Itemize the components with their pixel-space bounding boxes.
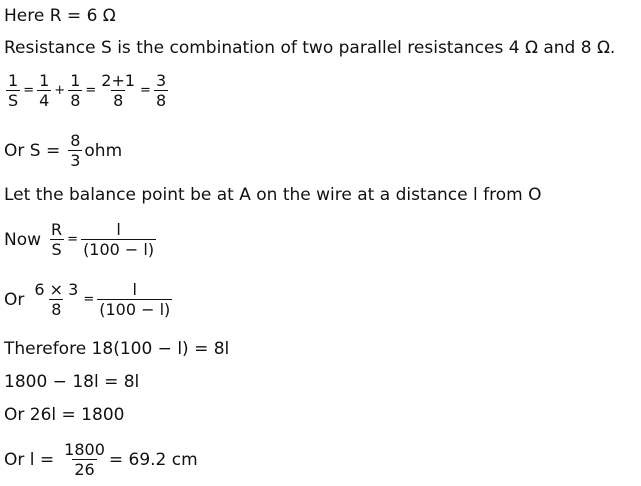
- fraction-sum: $\frac{2+1}{8}$: [101, 71, 136, 110]
- equals-sign: =: [85, 83, 97, 98]
- equation-prefix: Or S =: [4, 140, 61, 161]
- given-resistance-r: Here R = 6 Ω: [4, 6, 116, 26]
- result-value: = 69.2 cm: [108, 449, 198, 470]
- fraction-3-over-8: $\frac{3}{8}$: [155, 71, 167, 110]
- fraction-l-over-100-minus-l: $\frac{l}{(100 - l)}$: [83, 220, 155, 259]
- cross-multiplied-equation: Therefore 18(100 − l) = 8l: [4, 339, 230, 359]
- expanded-equation: 1800 − 18l = 8l: [4, 372, 140, 392]
- fraction-1800-over-26: $\frac{1800}{26}$: [64, 440, 105, 479]
- unit-ohm: ohm: [84, 140, 123, 161]
- equals-sign: =: [67, 232, 79, 247]
- fraction-r-over-s: $\frac{R}{S}$: [51, 220, 63, 259]
- fraction-1-over-s: $\frac{1}{S}$: [8, 71, 19, 110]
- equals-sign: =: [140, 83, 151, 98]
- equation-prefix: Now: [4, 229, 42, 250]
- balance-point-statement: Let the balance point be at A on the wire at a distance l from O: [4, 185, 542, 205]
- equation-prefix: Or l =: [4, 449, 55, 470]
- parallel-sum-equation: [4, 71, 170, 110]
- fraction-l-over-100-minus-l: $\frac{l}{(100 - l)}$: [99, 280, 171, 319]
- substituted-equation: [4, 280, 174, 319]
- plus-sign: +: [54, 83, 66, 98]
- equation-prefix: Or: [4, 289, 25, 310]
- parallel-resistance-statement: Resistance S is the combination of two parallel resistances 4 Ω and 8 Ω.: [4, 38, 616, 58]
- equals-sign: =: [83, 292, 95, 307]
- simplified-equation: Or 26l = 1800: [4, 405, 125, 425]
- fraction-8-over-3: $\frac{8}{3}$: [70, 131, 81, 170]
- fraction-6x3-over-8: $\frac{6 \times 3}{8}$: [34, 280, 79, 319]
- equals-sign: =: [23, 83, 35, 98]
- fraction-1-over-4: $\frac{1}{4}$: [39, 71, 50, 110]
- fraction-1-over-8: $\frac{1}{8}$: [70, 71, 81, 110]
- s-value-equation: [4, 131, 122, 170]
- balance-condition-equation: [4, 220, 158, 259]
- final-result-equation: [4, 440, 198, 479]
